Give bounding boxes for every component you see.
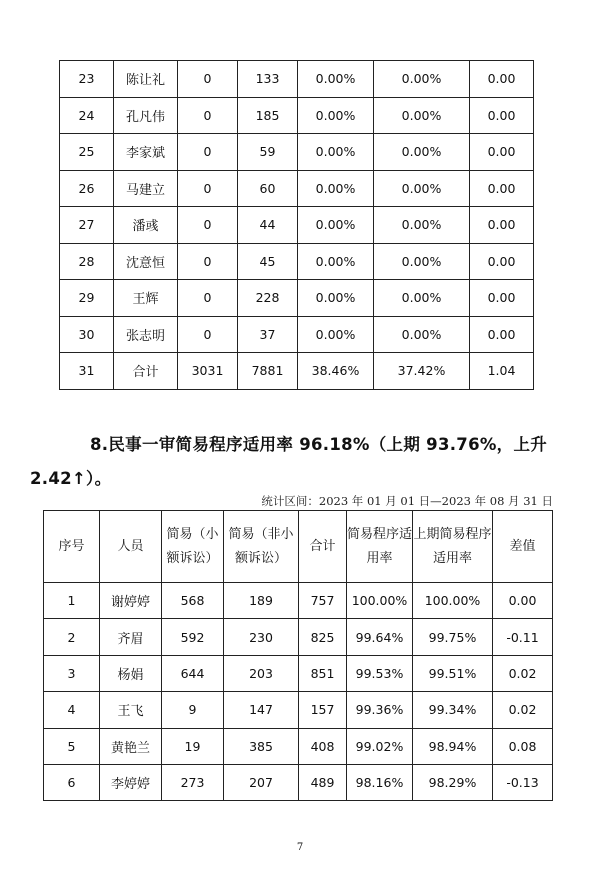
top-stats-table [59,60,534,390]
rate-current: 38.46% [298,353,374,390]
top-table-body [60,61,534,390]
rate-previous: 37.42% [374,353,470,390]
person-name: 王飞 [100,692,162,728]
person-name: 潘彧 [114,207,178,244]
rate-previous: 0.00% [374,207,470,244]
row-number: 29 [60,280,114,317]
rate-previous: 0.00% [374,61,470,98]
person-name: 谢婷婷 [100,583,162,619]
rate-current: 0.00% [298,61,374,98]
person-name: 孔凡伟 [114,97,178,134]
row-number: 28 [60,243,114,280]
total-count: 489 [299,764,347,800]
rate-current: 0.00% [298,170,374,207]
previous-rate: 98.29% [413,764,493,800]
non-small-claims-count: 385 [224,728,299,764]
previous-rate: 99.75% [413,619,493,655]
table-row [44,619,553,655]
table-row [60,134,534,171]
rate-previous: 0.00% [374,97,470,134]
person-name: 齐眉 [100,619,162,655]
table-row [60,243,534,280]
rate-current: 0.00% [298,280,374,317]
table-row [60,280,534,317]
person-name: 马建立 [114,170,178,207]
count-a: 0 [178,61,238,98]
count-a: 0 [178,170,238,207]
bottom-table-body [44,583,553,801]
row-number: 5 [44,728,100,764]
rate-previous: 0.00% [374,170,470,207]
count-a: 0 [178,207,238,244]
rate-diff: 0.00 [470,243,534,280]
rate-diff: 1.04 [470,353,534,390]
header-diff: 差值 [493,511,553,583]
table-row [44,583,553,619]
person-name: 王辉 [114,280,178,317]
rate-diff: 0.00 [470,207,534,244]
non-small-claims-count: 230 [224,619,299,655]
row-number: 3 [44,655,100,691]
rate-diff: 0.00 [493,583,553,619]
count-b: 45 [238,243,298,280]
header-name: 人员 [100,511,162,583]
rate-previous: 0.00% [374,316,470,353]
bottom-table-header-row [44,511,553,583]
row-number: 25 [60,134,114,171]
count-b: 44 [238,207,298,244]
row-number: 30 [60,316,114,353]
rate-previous: 0.00% [374,243,470,280]
person-name: 黄艳兰 [100,728,162,764]
person-name: 沈意恒 [114,243,178,280]
table-row [60,97,534,134]
count-a: 0 [178,97,238,134]
rate-current: 0.00% [298,243,374,280]
small-claims-count: 273 [162,764,224,800]
rate-diff: 0.00 [470,97,534,134]
count-a: 0 [178,316,238,353]
table-row [44,764,553,800]
small-claims-count: 644 [162,655,224,691]
row-number: 4 [44,692,100,728]
count-a: 0 [178,243,238,280]
table-row [60,207,534,244]
header-total: 合计 [299,511,347,583]
rate-current: 0.00% [298,207,374,244]
section-heading [30,428,550,496]
small-claims-count: 568 [162,583,224,619]
rate-diff: -0.11 [493,619,553,655]
header-prev-rate: 上期简易程序适用率 [413,511,493,583]
rate-diff: 0.02 [493,692,553,728]
count-a: 0 [178,280,238,317]
count-b: 185 [238,97,298,134]
person-name: 合计 [114,353,178,390]
table-row [44,655,553,691]
table-row [60,61,534,98]
person-name: 张志明 [114,316,178,353]
table-row [44,692,553,728]
row-number: 2 [44,619,100,655]
header-small-claims: 简易（小额诉讼） [162,511,224,583]
small-claims-count: 9 [162,692,224,728]
non-small-claims-count: 189 [224,583,299,619]
count-b: 228 [238,280,298,317]
section-heading-line1: 8.民事一审简易程序适用率 96.18%（上期 93.76%，上升 [90,435,548,454]
count-b: 60 [238,170,298,207]
total-count: 851 [299,655,347,691]
small-claims-count: 19 [162,728,224,764]
table-row [60,353,534,390]
rate-diff: 0.08 [493,728,553,764]
rate-diff: 0.00 [470,280,534,317]
table-row [60,170,534,207]
simple-procedure-rate: 99.02% [347,728,413,764]
count-b: 59 [238,134,298,171]
total-count: 408 [299,728,347,764]
row-number: 6 [44,764,100,800]
non-small-claims-count: 207 [224,764,299,800]
row-number: 26 [60,170,114,207]
simple-procedure-rate: 99.36% [347,692,413,728]
rate-current: 0.00% [298,134,374,171]
count-b: 7881 [238,353,298,390]
rate-previous: 0.00% [374,280,470,317]
rate-diff: 0.00 [470,170,534,207]
non-small-claims-count: 147 [224,692,299,728]
previous-rate: 99.34% [413,692,493,728]
count-b: 37 [238,316,298,353]
rate-previous: 0.00% [374,134,470,171]
count-b: 133 [238,61,298,98]
rate-current: 0.00% [298,316,374,353]
table-row [44,728,553,764]
row-number: 31 [60,353,114,390]
simple-procedure-rate: 98.16% [347,764,413,800]
row-number: 24 [60,97,114,134]
bottom-stats-table [43,510,553,801]
rate-diff: -0.13 [493,764,553,800]
table-row [60,316,534,353]
person-name: 陈让礼 [114,61,178,98]
rate-diff: 0.00 [470,316,534,353]
previous-rate: 100.00% [413,583,493,619]
simple-procedure-rate: 99.53% [347,655,413,691]
previous-rate: 99.51% [413,655,493,691]
rate-diff: 0.02 [493,655,553,691]
section-heading-line2: 2.42↑）。 [30,469,112,488]
simple-procedure-rate: 100.00% [347,583,413,619]
row-number: 23 [60,61,114,98]
person-name: 李家斌 [114,134,178,171]
count-a: 0 [178,134,238,171]
row-number: 27 [60,207,114,244]
total-count: 825 [299,619,347,655]
non-small-claims-count: 203 [224,655,299,691]
person-name: 杨娟 [100,655,162,691]
total-count: 757 [299,583,347,619]
count-a: 3031 [178,353,238,390]
rate-current: 0.00% [298,97,374,134]
row-number: 1 [44,583,100,619]
rate-diff: 0.00 [470,134,534,171]
page-number: 7 [296,842,304,853]
small-claims-count: 592 [162,619,224,655]
rate-diff: 0.00 [470,61,534,98]
header-rate: 简易程序适用率 [347,511,413,583]
stat-range: 统计区间：2023 年 01 月 01 日—2023 年 08 月 31 日 [261,494,553,508]
person-name: 李婷婷 [100,764,162,800]
previous-rate: 98.94% [413,728,493,764]
header-no: 序号 [44,511,100,583]
header-non-small-claims: 简易（非小额诉讼） [224,511,299,583]
simple-procedure-rate: 99.64% [347,619,413,655]
total-count: 157 [299,692,347,728]
